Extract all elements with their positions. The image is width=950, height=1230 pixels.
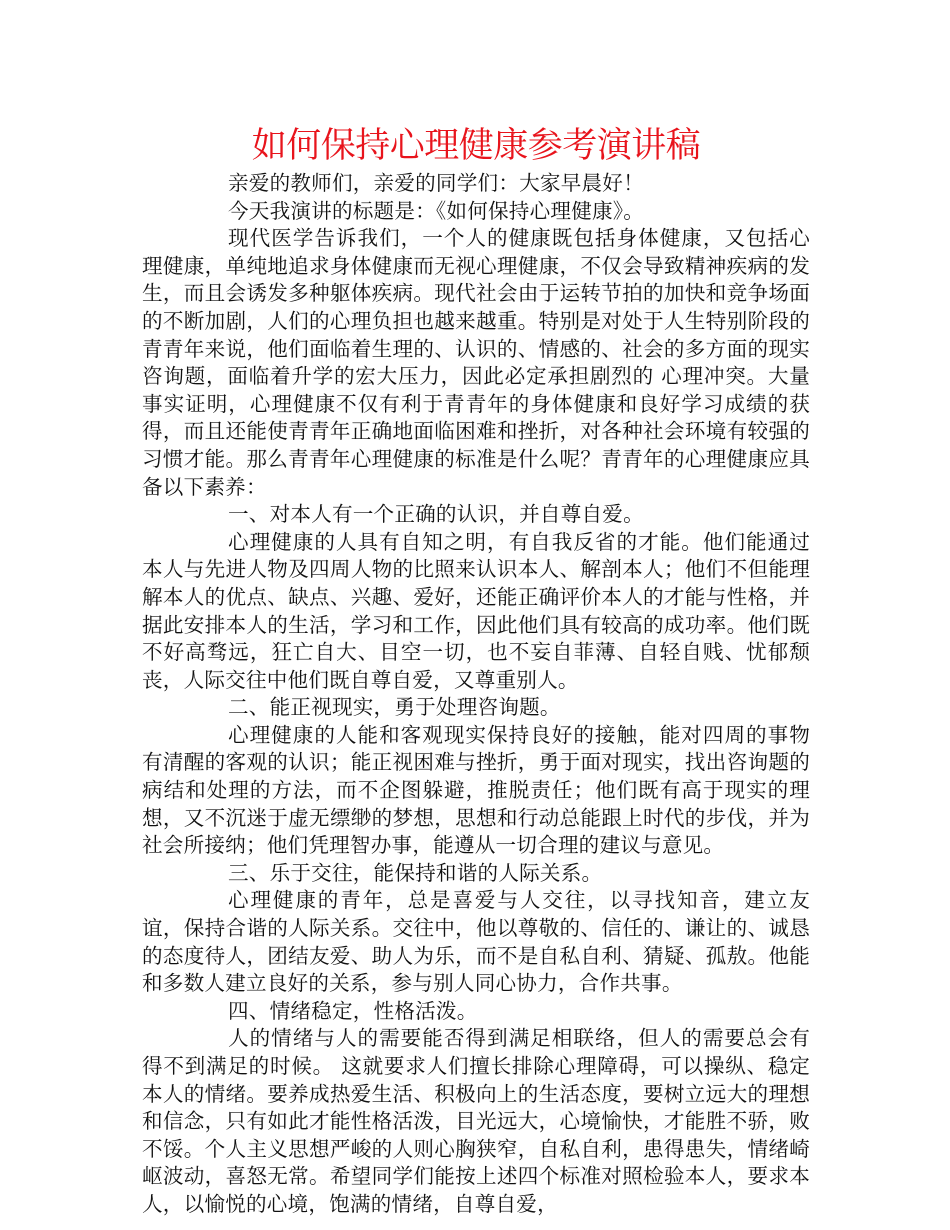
document-title: 如何保持心理健康参考演讲稿 (251, 126, 701, 166)
paragraph-section-1: 心理健康的人具有自知之明，有自我反省的才能。他们能通过本人与先进人物及四周人物的比照来认识本人、解剖本人；他们不但能理解本人的优点、缺点、兴趣、爱好，还能正确评价本人的才能与性格，并据此安排本人的生活，学习和工作，因此他们具有较高的成功率。他们既不好高骛远，狂亡自大、目空一切，也不妄自菲薄、自轻自贱、忧郁颓丧，人际交往中他们既自尊自爱，又尊重别人。 (142, 529, 810, 692)
document-body (142, 170, 810, 1219)
section-heading-3: 三、乐于交往，能保持和谐的人际关系。 (228, 860, 603, 885)
paragraph-section-3: 心理健康的青年，总是喜爱与人交往，以寻找知音，建立友谊，保持合谐的人际关系。交往中，他以尊敬的、信任的、谦让的、诚恳的态度待人，团结友爱、助人为乐，而不是自私自利、猜疑、孤敖。他能和多数人建立良好的关系，参与别人同心协力，合作共事。 (142, 888, 810, 996)
document-page (142, 122, 810, 1219)
paragraph-section-4: 人的情绪与人的需要能否得到满足相联络，但人的需要总会有得不到满足的时候。 这就要求人们擅长排除心理障碍，可以操纵、稳定本人的情绪。要养成热爱生活、积极向上的生活态度，要树立远大的理想和信念，只有如此才能性格活泼，目光远大，心境愉快，才能胜不骄，败不馁。个人主义思想严峻的人则心胸狭窄，自私自利，患得患失，情绪崎岖波动，喜怒无常。希望同学们能按上述四个标准对照检验本人，要求本人，以愉悦的心境，饱满的情绪，自尊自爱， (142, 1026, 810, 1216)
section-heading-1: 一、对本人有一个正确的认识，并自尊自爱。 (228, 502, 644, 527)
paragraph-topic: 今天我演讲的标题是：《如何保持心理健康》。 (228, 198, 645, 223)
paragraph-intro: 现代医学告诉我们，一个人的健康既包括身体健康，又包括心理健康，单纯地追求身体健康而无视心理健康，不仅会导致精神疾病的发生，而且会诱发多种躯体疾病。现代社会由于运转节拍的加快和竞争场面的不断加剧，人们的心理负担也越来越重。特别是对处于人生特别阶段的青青年来说，他们面临着生理的、认识的、情感的、社会的多方面的现实咨询题，面临着升学的宏大压力，因此必定承担剧烈的 心理冲突。大量事实证明，心理健康不仅有利于青青年的身体健康和良好学习成绩的获得，而且还能使青青年正确地面临困难和挫折，对各种社会环境有较强的习惯才能。那么青青年心理健康的标准是什么呢？青青年的心理健康应具备以下素养： (142, 226, 810, 499)
section-heading-4: 四、情绪稳定，性格活泼。 (228, 998, 478, 1023)
section-heading-2: 二、能正视现实，勇于处理咨询题。 (228, 695, 561, 720)
paragraph-section-2: 心理健康的人能和客观现实保持良好的接触，能对四周的事物有清醒的客观的认识；能正视困难与挫折，勇于面对现实，找出咨询题的病结和处理的方法，而不企图躲避，推脱责任；他们既有高于现实的理想，又不沉迷于虚无缥缈的梦想，思想和行动总能跟上时代的步伐，并为社会所接纳；他们凭理智办事，能遵从一切合理的建议与意见。 (142, 722, 810, 858)
paragraph-greeting: 亲爱的教师们，亲爱的同学们：大家早晨好！ (228, 171, 644, 195)
